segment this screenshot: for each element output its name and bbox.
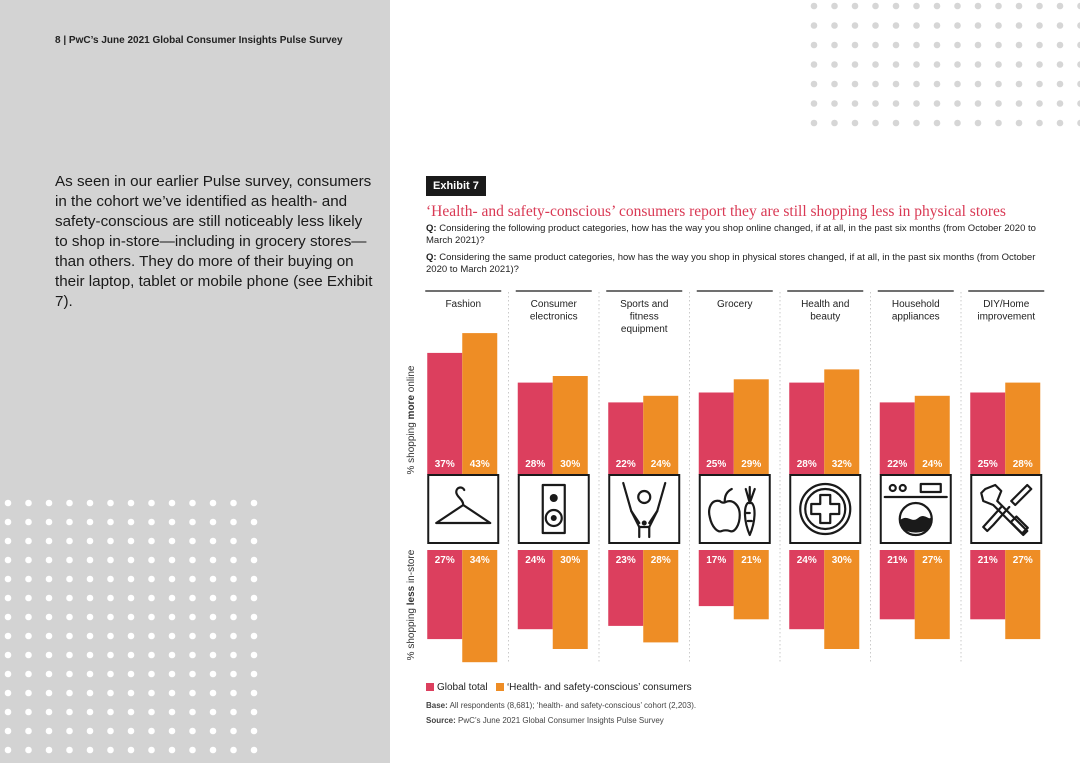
q2-text: Considering the same product categories, how has the way you shop in physical stores changed, if at all, in the past six months (from October 2020 to March 2021)? [426,252,1036,275]
category-label: beauty [810,311,841,323]
data-label-online: 22% [887,459,908,470]
data-label-online: 28% [525,459,546,470]
category-label: Health and [801,299,850,310]
bar-instore-cohort [462,550,497,662]
bar-online-cohort [462,333,497,475]
data-label-online: 25% [706,459,727,470]
category-label: appliances [891,311,940,323]
legend-cohort-label: ‘Health- and safety-conscious’ consumers [506,682,692,693]
medical-cross-icon [790,475,860,543]
exhibit-title: ‘Health- and safety-conscious’ consumers report they are still shopping less in physical stores [426,203,1006,220]
data-label-online: 30% [560,459,581,470]
data-label-instore: 27% [1012,555,1033,566]
q1-text: Considering the following product categories, how has the way you shop online changed, if at all, in the past six months (from October 2020 to March 2021)? [426,223,1036,246]
category-label: Consumer [530,299,577,310]
data-label-instore: 23% [615,555,636,566]
data-label-instore: 17% [706,555,727,566]
data-label-online: 29% [741,459,762,470]
data-label-online: 22% [615,459,636,470]
legend-swatch-global [426,683,434,691]
source-label: Source: [426,716,456,725]
legend-global-label: Global total [437,682,488,693]
data-label-online: 28% [1012,459,1033,470]
hanger-icon [428,475,498,543]
y-axis-label-online: % shopping more online [406,365,417,475]
body-paragraph: As seen in our earlier Pulse survey, consumers in the cohort we’ve identified as health- and safety-conscious are still noticeably less likely to shop in-store—including in grocery stores—than others. They do more of their buying on their laptop, tablet or mobile phone (see Exhibit 7). [55,173,373,310]
data-label-online: 28% [796,459,817,470]
q2-label: Q: [426,252,437,263]
base-label: Base: [426,701,448,710]
category-label: electronics [529,311,578,323]
y-axis-label-instore: % shopping less in-store [406,549,417,661]
data-label-online: 24% [922,459,943,470]
icon-frame [609,475,679,543]
category-label: improvement [977,311,1036,323]
data-label-instore: 27% [434,555,455,566]
category-label: Household [891,299,940,310]
washing-machine-icon [881,475,951,543]
source-note [426,716,664,725]
source-text: PwC’s June 2021 Global Consumer Insights Pulse Survey [458,716,664,725]
data-label-instore: 27% [922,555,943,566]
q1-label: Q: [426,223,437,234]
data-label-instore: 24% [525,555,546,566]
data-label-instore: 21% [977,555,998,566]
category-label: Grocery [716,299,753,310]
speaker-icon [519,475,589,543]
page-header: 8 | PwC’s June 2021 Global Consumer Insights Pulse Survey [55,35,343,46]
category-label: DIY/Home [983,299,1030,310]
data-label-instore: 34% [469,555,490,566]
icon-shape [642,521,647,526]
category-label: Sports and [620,299,669,310]
apple-carrot-icon [700,475,770,543]
data-label-instore: 28% [650,555,671,566]
chart-legend [426,682,692,693]
icon-shape [551,515,557,521]
data-label-online: 24% [650,459,671,470]
tools-icon [971,475,1041,543]
category-label: fitness [629,311,659,323]
category-label: equipment [620,324,668,335]
data-label-instore: 24% [796,555,817,566]
data-label-online: 32% [831,459,852,470]
legend-swatch-cohort [496,683,504,691]
category-label: Fashion [445,299,482,310]
data-label-online: 37% [434,459,455,470]
base-text: All respondents (8,681); ‘health- and safety-conscious’ cohort (2,203). [449,701,697,710]
person-cheering-icon [609,475,679,543]
icon-shape [550,494,558,502]
data-label-instore: 21% [887,555,908,566]
base-note [426,701,696,710]
exhibit-badge: Exhibit 7 [426,176,486,196]
data-label-instore: 30% [831,555,852,566]
bar-online-global [427,353,462,475]
data-label-online: 43% [469,459,490,470]
icon-frame [428,475,498,543]
data-label-instore: 30% [560,555,581,566]
data-label-online: 25% [977,459,998,470]
data-label-instore: 21% [741,555,762,566]
